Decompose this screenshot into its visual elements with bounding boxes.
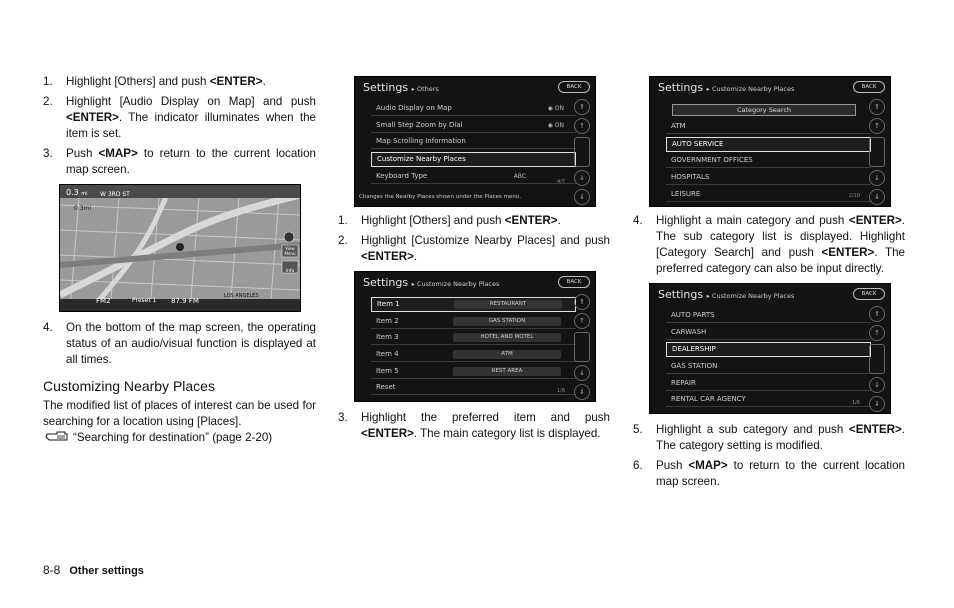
page-indicator: 2/10: [848, 193, 860, 199]
column-3: [633, 76, 905, 494]
menu-row[interactable]: RENTAL CAR AGENCY: [666, 393, 871, 407]
page-indicator: 1/6: [851, 400, 860, 406]
steps-list-a: [43, 74, 316, 178]
page-number: 8-8: [43, 563, 61, 577]
menu-row[interactable]: HOSPITALS: [666, 171, 871, 185]
section-name: Other settings: [69, 565, 144, 577]
menu-row[interactable]: Item 4 ATM: [371, 348, 576, 362]
scroll-up-icon[interactable]: ⇑: [574, 294, 590, 310]
screen-title: Settings ▸ Others: [363, 81, 439, 94]
screen-title: Settings ▸ Customize Nearby Places: [658, 288, 795, 301]
scrollbar[interactable]: [574, 137, 590, 167]
menu-row[interactable]: Item 2 GAS STATION: [371, 315, 576, 329]
menu-row[interactable]: Map Scrolling Information: [371, 135, 576, 149]
menu-row-selected[interactable]: Item 1 RESTAURANT: [371, 297, 576, 312]
scroll-down-icon[interactable]: ⇓: [869, 396, 885, 412]
page-indicator: 4/7: [556, 179, 565, 185]
next-icon[interactable]: ↓: [574, 365, 590, 381]
prev-icon[interactable]: ↑: [869, 118, 885, 134]
menu-row[interactable]: Item 3 HOTEL AND MOTEL: [371, 331, 576, 345]
back-button[interactable]: BACK: [853, 288, 885, 300]
scroll-controls: [869, 306, 885, 414]
nearby-items-menu: [371, 297, 576, 398]
step-item: 5. Highlight a sub category and push <ENTER>. The category setting is modified.: [633, 423, 905, 452]
map-scale-secondary: 0.3mi: [74, 205, 92, 212]
menu-row-selected[interactable]: AUTO SERVICE: [666, 137, 871, 152]
steps-list-a: [633, 213, 905, 277]
scroll-controls: [574, 99, 590, 207]
audio-status-band: FM2: [96, 297, 111, 305]
reference-hand-icon: [43, 430, 73, 449]
prev-icon[interactable]: ↑: [574, 313, 590, 329]
menu-row[interactable]: Audio Display on Map ◉ ON: [371, 102, 576, 116]
settings-others-screen: [354, 76, 596, 207]
on-indicator: ◉ ON: [547, 121, 564, 129]
steps-list-b: [338, 410, 610, 442]
scroll-up-icon[interactable]: ⇑: [869, 306, 885, 322]
step-item: 1. Highlight [Others] and push <ENTER>.: [43, 75, 266, 88]
steps-list-b: [43, 320, 316, 368]
menu-row[interactable]: REPAIR: [666, 377, 871, 391]
customize-nearby-screen: [354, 271, 596, 402]
reset-row[interactable]: Reset: [371, 381, 576, 395]
menu-row[interactable]: AUTO PARTS: [666, 309, 871, 323]
next-icon[interactable]: ↓: [869, 170, 885, 186]
menu-row[interactable]: Item 5 REST AREA: [371, 365, 576, 379]
steps-list-a: [338, 213, 610, 265]
step-item: 4. Highlight a main category and push <ENTER>. The sub category list is displayed. Highlight [Category Search] and push <ENTER>. The preferred category can also be input directly.: [633, 214, 905, 275]
menu-row[interactable]: GAS STATION: [666, 360, 871, 374]
map-street-name: W 3RD ST: [100, 191, 130, 198]
page-indicator: 1/6: [556, 388, 565, 394]
step-item: 6. Push <MAP> to return to the current location map screen.: [633, 459, 905, 488]
prev-icon[interactable]: ↑: [869, 325, 885, 341]
screen-caption: Changes the Nearby Places shown under the Places menu.: [359, 194, 522, 200]
sub-category-menu: [666, 309, 871, 410]
next-icon[interactable]: ↓: [869, 377, 885, 393]
next-icon[interactable]: ↓: [574, 170, 590, 186]
step-item: 3. Push <MAP> to return to the current location map screen.: [43, 147, 316, 176]
screen-title: Settings ▸ Customize Nearby Places: [363, 276, 500, 289]
scroll-down-icon[interactable]: ⇓: [574, 189, 590, 205]
category-menu: [666, 120, 871, 204]
scroll-up-icon[interactable]: ⇑: [574, 99, 590, 115]
map-scale: 0.3 mi: [66, 188, 88, 197]
scroll-down-icon[interactable]: ⇓: [869, 189, 885, 205]
scrollbar[interactable]: [869, 344, 885, 374]
step-item: 1. Highlight [Others] and push <ENTER>.: [338, 214, 561, 227]
scrollbar[interactable]: [869, 137, 885, 167]
scroll-controls: [869, 99, 885, 207]
prev-icon[interactable]: ↑: [574, 118, 590, 134]
section-paragraph: The modified list of places of interest can be used for searching for a location using [Places].: [43, 399, 316, 428]
category-search-button[interactable]: Category Search: [672, 104, 856, 116]
step-item: 3. Highlight the preferred item and push <ENTER>. The main category list is displayed.: [338, 411, 610, 440]
page-footer: [43, 563, 144, 577]
map-screen: [59, 184, 301, 312]
scroll-down-icon[interactable]: ⇓: [574, 384, 590, 400]
scrollbar[interactable]: [574, 332, 590, 362]
screen-title: Settings ▸ Customize Nearby Places: [658, 81, 795, 94]
column-1: [43, 74, 316, 449]
category-list-screen: [649, 76, 891, 207]
scroll-up-icon[interactable]: ⇑: [869, 99, 885, 115]
section-heading: Customizing Nearby Places: [43, 378, 215, 394]
step-item: 2. Highlight [Audio Display on Map] and push <ENTER>. The indicator illuminates when the item is set.: [43, 95, 316, 140]
info-button[interactable]: Info: [285, 269, 295, 274]
view-menu-button[interactable]: View Menu: [284, 246, 296, 256]
menu-row[interactable]: GOVERNMENT OFFICES: [666, 154, 871, 168]
step-item: 4. On the bottom of the map screen, the operating status of an audio/visual function is displayed at all times.: [43, 321, 316, 366]
steps-list-b: [633, 422, 905, 490]
map-city-label: LOS ANGELES: [224, 293, 259, 299]
scroll-controls: [574, 294, 590, 402]
back-button[interactable]: BACK: [558, 81, 590, 93]
audio-status-frequency: 87.9 FM: [171, 297, 199, 305]
cross-reference: [43, 430, 316, 449]
step-item: 2. Highlight [Customize Nearby Places] and push <ENTER>.: [338, 234, 610, 263]
menu-row-selected[interactable]: DEALERSHIP: [666, 342, 871, 357]
back-button[interactable]: BACK: [853, 81, 885, 93]
settings-menu: [371, 102, 576, 186]
menu-row[interactable]: CARWASH: [666, 326, 871, 340]
menu-row[interactable]: ATM: [666, 120, 871, 134]
menu-row[interactable]: Keyboard Type ABC: [371, 170, 576, 184]
back-button[interactable]: BACK: [558, 276, 590, 288]
menu-row[interactable]: Small Step Zoom by Dial ◉ ON: [371, 119, 576, 133]
menu-row-selected[interactable]: Customize Nearby Places: [371, 152, 576, 167]
column-2: [338, 76, 610, 446]
sub-category-screen: [649, 283, 891, 414]
cross-reference-text: “Searching for destination” (page 2-20): [73, 431, 273, 444]
menu-row[interactable]: LEISURE: [666, 188, 871, 202]
audio-status-preset: Preset 1: [132, 297, 157, 304]
on-indicator: ◉ ON: [547, 105, 564, 112]
